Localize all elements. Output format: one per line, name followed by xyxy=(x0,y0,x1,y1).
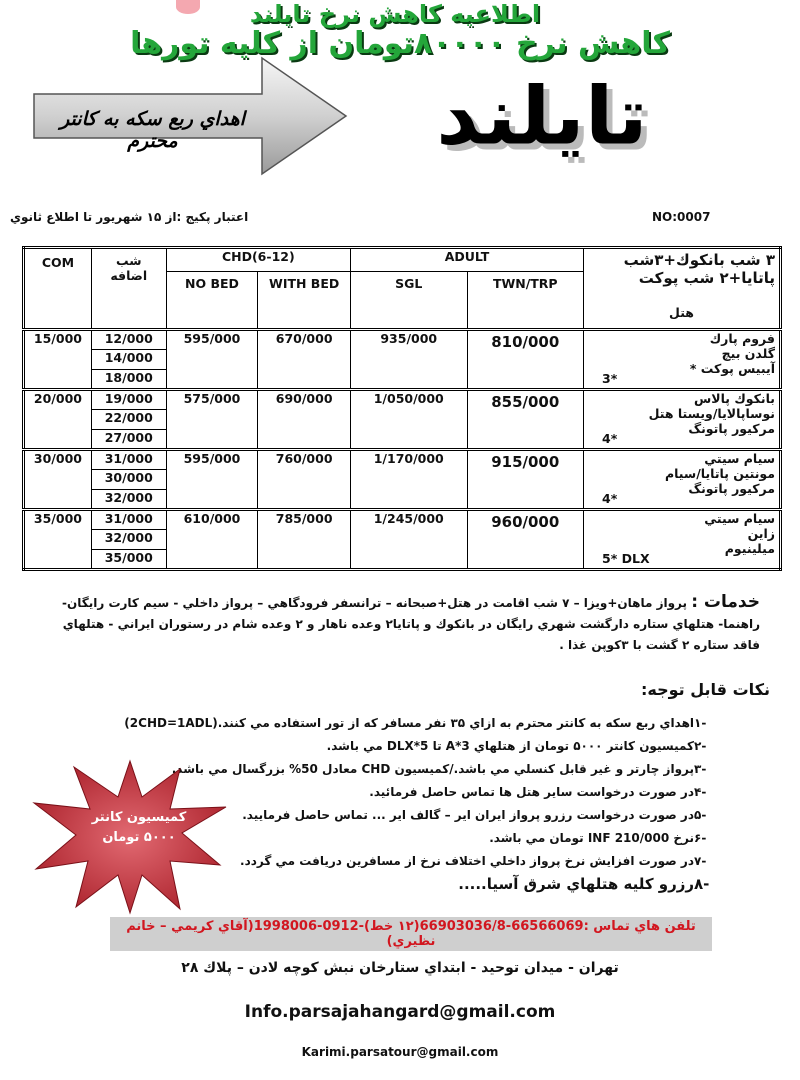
hotel-stars: 4* xyxy=(602,491,618,506)
with-bed-value: 670/000 xyxy=(258,330,351,390)
extra-night-value: 31/000 xyxy=(91,510,166,530)
hotel-list xyxy=(584,450,781,510)
note-number: -۲ xyxy=(694,739,707,753)
table-row xyxy=(24,330,781,350)
extra-night-value: 14/000 xyxy=(91,350,166,370)
hotel-stars: 4* xyxy=(602,431,618,446)
sgl-value: 1/245/000 xyxy=(350,510,467,570)
list-item xyxy=(120,712,720,735)
list-item xyxy=(120,735,720,758)
twn-value: 855/000 xyxy=(467,390,584,450)
hotel-name: مركيور پاتونگ xyxy=(688,481,775,496)
extra-night-value: 12/000 xyxy=(91,330,166,350)
com-value: 20/000 xyxy=(24,390,92,450)
note-number: -۱ xyxy=(694,716,707,730)
note-number: -۶ xyxy=(694,831,707,845)
hotel-label: هتل xyxy=(669,305,694,320)
header-chd: CHD(6-12) xyxy=(166,248,350,272)
header-line2: كاهش نرخ ۸۰۰۰۰تومان از كليه تورها xyxy=(130,26,670,61)
header-twn: TWN/TRP xyxy=(467,272,584,330)
extra-night-value: 27/000 xyxy=(91,430,166,450)
hotel-name: گلدن بيچ xyxy=(721,346,775,361)
note-text: نرخ INF 210/000 تومان مي باشد. xyxy=(489,831,694,845)
services-line: پرواز ماهان+ويزا – ۷ شب اقامت در هتل+صبحانه – ترانسفر فرودگاهي – پرواز داخلي - سيم كارت رايگان- xyxy=(62,596,688,610)
contact-email-karimi[interactable]: Karimi.parsatour@gmail.com xyxy=(301,1045,499,1059)
note-text: رزرو كليه هتلهاي شرق آسيا..... xyxy=(458,875,694,893)
contact-address: تهران - ميدان توحيد - ابتداي ستارخان نبش كوچه لادن – پلاك ۲۸ xyxy=(181,960,619,976)
header-sgl: SGL xyxy=(350,272,467,330)
no-bed-value: 610/000 xyxy=(166,510,258,570)
badge-line: ۵۰۰۰ تومان xyxy=(102,830,176,845)
extra-night-value: 31/000 xyxy=(91,450,166,470)
services-section xyxy=(40,592,760,656)
header-package xyxy=(584,248,781,330)
price-table xyxy=(22,246,782,571)
no-bed-value: 575/000 xyxy=(166,390,258,450)
with-bed-value: 760/000 xyxy=(258,450,351,510)
note-number: -۵ xyxy=(694,808,707,822)
note-text: در صورت افزايش نرخ پرواز داخلي اختلاف نرخ از مسافرين دريافت مي گردد. xyxy=(240,854,694,868)
extra-night-value: 22/000 xyxy=(91,410,166,430)
package-validity: اعتبار پكيج :از ۱۵ شهريور تا اطلاع ثانوي xyxy=(10,210,249,224)
contact-email-info[interactable]: Info.parsajahangard@gmail.com xyxy=(244,1002,556,1022)
note-number: -۴ xyxy=(694,785,707,799)
header-extra-night: شب اضافه xyxy=(91,248,166,330)
with-bed-value: 785/000 xyxy=(258,510,351,570)
header-adult: ADULT xyxy=(350,248,583,272)
hotel-list xyxy=(584,390,781,450)
commission-badge-text xyxy=(84,808,194,848)
notes-title: نكات قابل توجه: xyxy=(641,680,770,699)
arrow-text: اهداي ربع سكه به كانتر محترم xyxy=(60,108,245,152)
extra-night-value: 18/000 xyxy=(91,370,166,390)
hotel-name: نوساپالايا/ويستا هتل xyxy=(648,406,775,421)
hotel-stars: 5* DLX xyxy=(602,551,650,566)
services-line: راهنما- هتلهاي ستاره دارگشت شهري رايگان در بانكوك و پاتايا۲ وعده ناهار و ۲ وعده شام در رستوران ايراني - هتلهاي xyxy=(62,617,760,631)
sgl-value: 935/000 xyxy=(350,330,467,390)
hotel-stars: 3* xyxy=(602,371,618,386)
twn-value: 810/000 xyxy=(467,330,584,390)
extra-night-value: 32/000 xyxy=(91,530,166,550)
hotel-name: ميلينيوم xyxy=(724,541,775,556)
contact-phone: تلفن هاي تماس :66566069-66903036/8(۱۲ خط)-0912-1998006(آقاي كريمي – خانم نظيري) xyxy=(110,917,712,951)
com-value: 15/000 xyxy=(24,330,92,390)
note-number: -۳ xyxy=(694,762,707,776)
services-label: خدمات : xyxy=(691,592,760,612)
hotel-name: زاين xyxy=(747,526,775,541)
extra-night-value: 30/000 xyxy=(91,470,166,490)
hotel-list xyxy=(584,510,781,570)
twn-value: 915/000 xyxy=(467,450,584,510)
table-row xyxy=(24,510,781,530)
note-number: -۸ xyxy=(694,875,710,893)
no-bed-value: 595/000 xyxy=(166,330,258,390)
header-with-bed: WITH BED xyxy=(258,272,351,330)
no-bed-value: 595/000 xyxy=(166,450,258,510)
note-text: پرواز چارتر و غير قابل كنسلي مي باشد./كميسيون CHD معادل 50% بزرگسال مي باشد. xyxy=(171,762,694,776)
sgl-value: 1/050/000 xyxy=(350,390,467,450)
header-line1: اطلاعيه كاهش نرخ تايلند xyxy=(249,0,541,28)
note-number: -۷ xyxy=(694,854,707,868)
hotel-name: سيام سيتي xyxy=(704,451,775,466)
twn-value: 960/000 xyxy=(467,510,584,570)
hotel-name: فروم پارك xyxy=(709,331,775,346)
hotel-name: سيام سيتي xyxy=(704,511,775,526)
hotel-name: بانكوك پالاس xyxy=(694,391,775,406)
big-title: تايلند xyxy=(436,69,648,163)
note-text: كميسيون كانتر ۵۰۰۰ تومان از هتلهاي 3*A تا 5*DLX مي باشد. xyxy=(326,739,694,753)
com-value: 30/000 xyxy=(24,450,92,510)
note-text: اهداي ربع سكه به كانتر محترم به ازاي ۳۵ نفر مسافر كه از تور استفاده مي كنند.(2CHD=1ADL) xyxy=(124,716,694,730)
hotel-name: آيبيس پوكت * xyxy=(689,361,775,376)
decor-circle xyxy=(176,0,200,14)
services-line: فاقد ستاره ۲ گشت با ۳كوپن غذا . xyxy=(559,638,760,652)
table-row xyxy=(24,450,781,470)
extra-night-value: 32/000 xyxy=(91,490,166,510)
hotel-name: مركيور پاتونگ xyxy=(688,421,775,436)
note-text: در صورت درخواست رزرو پرواز ايران اير – گالف اير ... تماس حاصل فرماييد. xyxy=(242,808,694,822)
header-no-bed: NO BED xyxy=(166,272,258,330)
table-row xyxy=(24,390,781,410)
extra-night-value: 19/000 xyxy=(91,390,166,410)
extra-night-value: 35/000 xyxy=(91,550,166,570)
with-bed-value: 690/000 xyxy=(258,390,351,450)
package-number: NO:0007 xyxy=(652,210,711,224)
sgl-value: 1/170/000 xyxy=(350,450,467,510)
hotel-list xyxy=(584,330,781,390)
package-title: ۳ شب بانكوك+۳شب پاتايا+۲ شب پوكت xyxy=(623,251,775,287)
com-value: 35/000 xyxy=(24,510,92,570)
header-com: COM xyxy=(24,248,92,330)
hotel-name: مونتين پاتايا/سيام xyxy=(664,466,775,481)
note-text: در صورت درخواست ساير هتل ها تماس حاصل فرمائيد. xyxy=(369,785,694,799)
badge-line: كميسيون كانتر xyxy=(91,810,187,825)
